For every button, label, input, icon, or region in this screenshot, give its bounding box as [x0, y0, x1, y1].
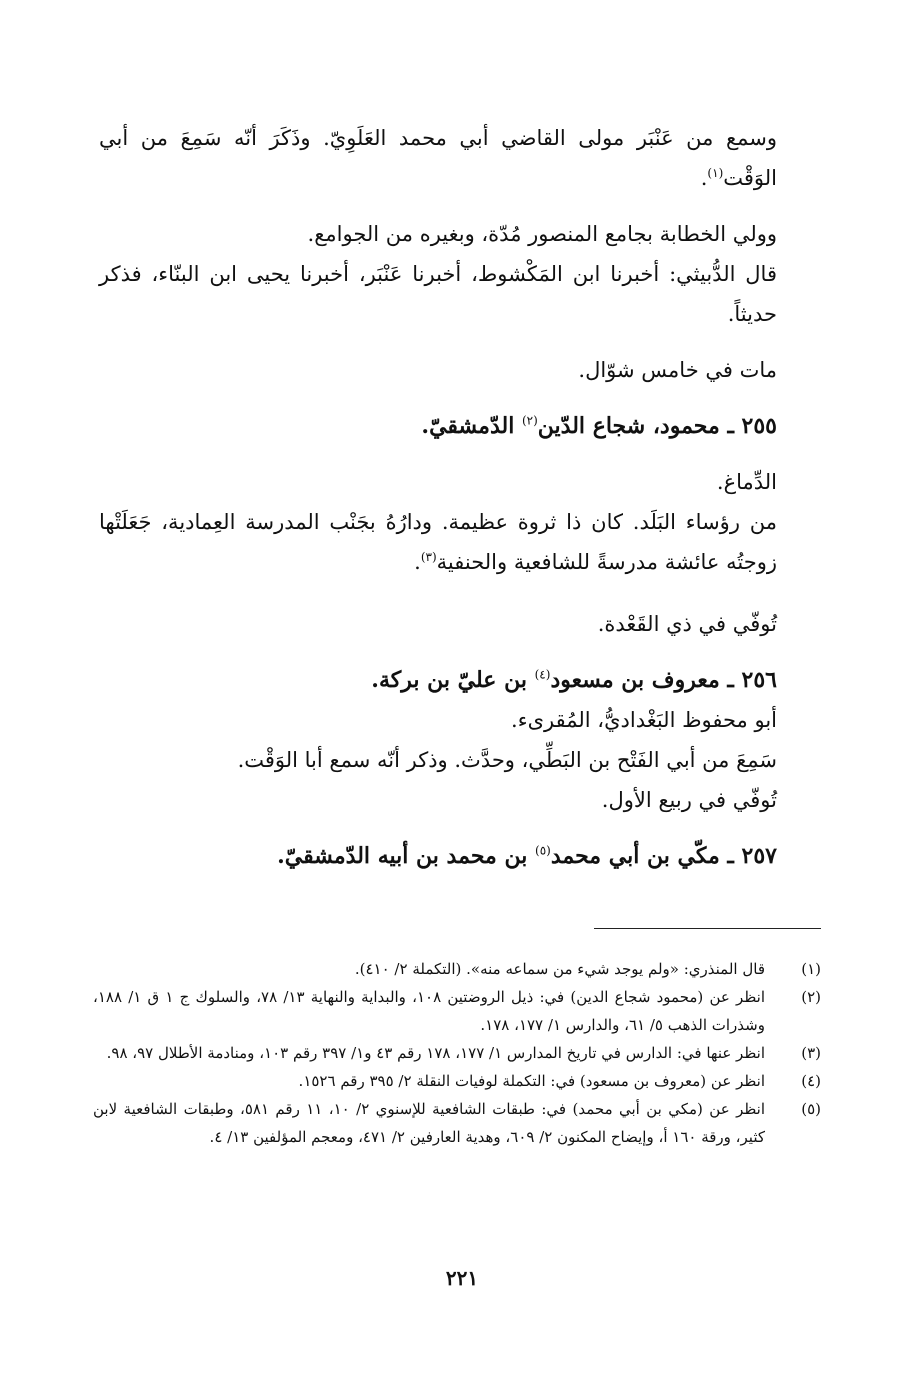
footnote-item [93, 1067, 821, 1095]
entry-title-text: بن محمد بن أبيه الدّمشقيّ. [277, 843, 535, 869]
paragraph: أبو محفوظ البَغْداديُّ، المُقرىء. [511, 708, 777, 732]
main-text [99, 118, 819, 876]
paragraph: سَمِعَ من أبي الفَتْح بن البَطِّي، وحدَّث. وذكر أنّه سمع أبا الوَقْت. [237, 748, 777, 772]
footnote-ref: (١) [707, 166, 724, 180]
entry-title-text: ٢٥٧ ـ مكّي بن أبي محمد [550, 843, 777, 869]
footnote-item [93, 983, 821, 1039]
footnote-ref: (٣) [420, 550, 437, 564]
paragraph: قال الدُّبيثي: أخبرنا ابن المَكْشوط، أخبرنا عَنْبَر، أخبرنا يحيى ابن البنّاء، فذكر حديثاً. [99, 262, 777, 326]
page-number: ٢٢١ [445, 1266, 479, 1290]
footnote-text: انظر عن (محمود شجاع الدين) في: ذيل الروضتين ١٠٨، والبداية والنهاية ١٣/ ٧٨، والسلوك ج ١ ق ١/ ١٨٨، وشذرات الذهب ٥/ ٦١، والدارس ١/ ١٧٧، ١٧٨. [93, 988, 765, 1034]
footnote-ref: (٥) [535, 843, 551, 858]
entry-title-text: بن عليّ بن بركة. [371, 667, 535, 693]
paragraph: الدِّماغ. [716, 470, 777, 494]
footnote-text: انظر عن (مكي بن أبي محمد) في: طبقات الشافعية للإسنوي ٢/ ١٠، ١١ رقم ٥٨١، وطبقات الشافعية لابن كثير، ورقة ١٦٠ أ، وإيضاح المكنون ٢/ ٦٠٩، وهدية العارفين ٢/ ٤٧١، ومعجم المؤلفين ١٣/ ٤. [93, 1100, 766, 1146]
footnote-item [93, 1095, 821, 1151]
footnote-number: (٢) [801, 988, 821, 1006]
entry-title-text: ٢٥٥ ـ محمود، شجاع الدّين [537, 413, 777, 439]
entry-heading-255 [99, 406, 819, 446]
footnote-text: انظر عن (معروف بن مسعود) في: التكملة لوفيات النقلة ٢/ ٣٩٥ رقم ١٥٢٦. [298, 1072, 765, 1090]
paragraph: وسمع من عَنْبَر مولى القاضي أبي محمد العَلَوِيّ. وذَكَرَ أنّه سَمِعَ من أبي الوَقْت$^{(١)}$. [99, 126, 777, 190]
footnote-number: (٤) [801, 1072, 821, 1090]
entry-heading-256 [99, 660, 819, 700]
paragraph: مات في خامس شوّال. [578, 358, 777, 382]
footnotes [93, 955, 821, 1151]
footnote-ref: (٢) [521, 413, 538, 428]
footnote-item [93, 955, 821, 983]
entry-heading-257 [99, 836, 819, 876]
paragraph: وولي الخطابة بجامع المنصور مُدّة، وبغيره من الجوامع. [307, 222, 777, 246]
paragraph: تُوفّي في ربيع الأول. [601, 788, 777, 812]
footnote-text: قال المنذري: «ولم يوجد شيء من سماعه منه». (التكملة ٢/ ٤١٠). [354, 960, 765, 978]
footnote-separator [594, 928, 821, 929]
paragraph: من رؤساء البَلَد. كان ذا ثروة عظيمة. ودارُهُ بجَنْب المدرسة العِمادية، جَعَلَتْها زوجتُه عائشة مدرسةً للشافعية والحنفية$^{(٣)}$. [99, 510, 777, 574]
paragraph: تُوفّي في ذي القَعْدة. [597, 612, 777, 636]
entry-title-text: ٢٥٦ ـ معروف بن مسعود [550, 667, 777, 693]
footnote-number: (١) [801, 960, 821, 978]
paragraph-text: من رؤساء البَلَد. كان ذا ثروة عظيمة. ودارُهُ بجَنْب المدرسة العِمادية، جَعَلَتْها زوجتُه عائشة مدرسةً للشافعية والحنفية [99, 510, 777, 574]
entry-title-text: الدّمشقيّ. [421, 413, 522, 439]
paragraph-text: وسمع من عَنْبَر مولى القاضي أبي محمد العَلَوِيّ. وذَكَرَ أنّه سَمِعَ من أبي الوَقْت [99, 126, 777, 190]
footnote-ref: (٤) [534, 667, 551, 682]
footnote-item [93, 1039, 821, 1067]
footnote-number: (٥) [801, 1100, 821, 1118]
footnote-number: (٣) [801, 1044, 821, 1062]
footnote-text: انظر عنها في: الدارس في تاريخ المدارس ١/ ١٧٧، ١٧٨ رقم ٤٣ و١/ ٣٩٧ رقم ١٠٣، ومنادمة الأطلال ٩٧، ٩٨. [106, 1044, 765, 1062]
